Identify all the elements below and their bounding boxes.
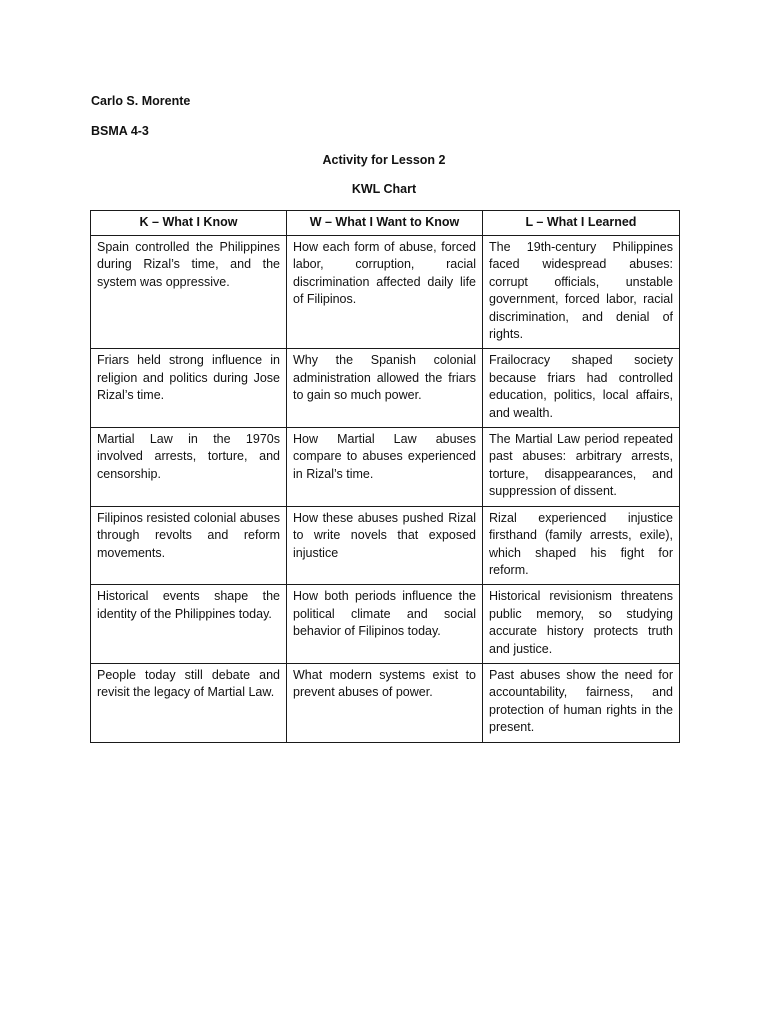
know-cell: Filipinos resisted colonial abuses through revolts and reform movements. <box>91 506 287 585</box>
table-header-row <box>91 211 680 236</box>
header-know: K – What I Know <box>91 211 287 236</box>
header-learned: L – What I Learned <box>483 211 680 236</box>
want-cell: How Martial Law abuses compare to abuses experienced in Rizal’s time. <box>287 428 483 507</box>
learned-cell: Rizal experienced injustice firsthand (family arrests, exile), which shaped his fight for reform. <box>483 506 680 585</box>
learned-cell: Past abuses show the need for accountability, fairness, and protection of human rights in the present. <box>483 663 680 742</box>
class-section: BSMA 4-3 <box>91 124 149 138</box>
learned-cell: Frailocracy shaped society because friars had controlled education, politics, local affairs, and wealth. <box>483 349 680 428</box>
table-row <box>91 428 680 507</box>
table-row <box>91 663 680 742</box>
table-row <box>91 349 680 428</box>
want-cell: How these abuses pushed Rizal to write novels that exposed injustice <box>287 506 483 585</box>
know-cell: Spain controlled the Philippines during Rizal’s time, and the system was oppressive. <box>91 236 287 349</box>
want-cell: Why the Spanish colonial administration allowed the friars to gain so much power. <box>287 349 483 428</box>
author-name: Carlo S. Morente <box>91 94 191 108</box>
want-cell: What modern systems exist to prevent abuses of power. <box>287 663 483 742</box>
table-row <box>91 236 680 349</box>
know-cell: People today still debate and revisit the legacy of Martial Law. <box>91 663 287 742</box>
activity-title: Activity for Lesson 2 <box>322 153 446 167</box>
know-cell: Historical events shape the identity of the Philippines today. <box>91 585 287 664</box>
chart-title: KWL Chart <box>351 182 417 196</box>
want-cell: How both periods influence the political climate and social behavior of Filipinos today. <box>287 585 483 664</box>
table-row <box>91 585 680 664</box>
learned-cell: Historical revisionism threatens public memory, so studying accurate history protects truth and justice. <box>483 585 680 664</box>
want-cell: How each form of abuse, forced labor, corruption, racial discrimination affected daily life of Filipinos. <box>287 236 483 349</box>
header-want-to-know: W – What I Want to Know <box>287 211 483 236</box>
table-row <box>91 506 680 585</box>
learned-cell: The 19th-century Philippines faced widespread abuses: corrupt officials, unstable government, forced labor, racial discrimination, and denial of rights. <box>483 236 680 349</box>
know-cell: Friars held strong influence in religion and politics during Jose Rizal’s time. <box>91 349 287 428</box>
kwl-table <box>90 210 680 743</box>
know-cell: Martial Law in the 1970s involved arrests, torture, and censorship. <box>91 428 287 507</box>
learned-cell: The Martial Law period repeated past abuses: arbitrary arrests, torture, disappearances, and suppression of dissent. <box>483 428 680 507</box>
